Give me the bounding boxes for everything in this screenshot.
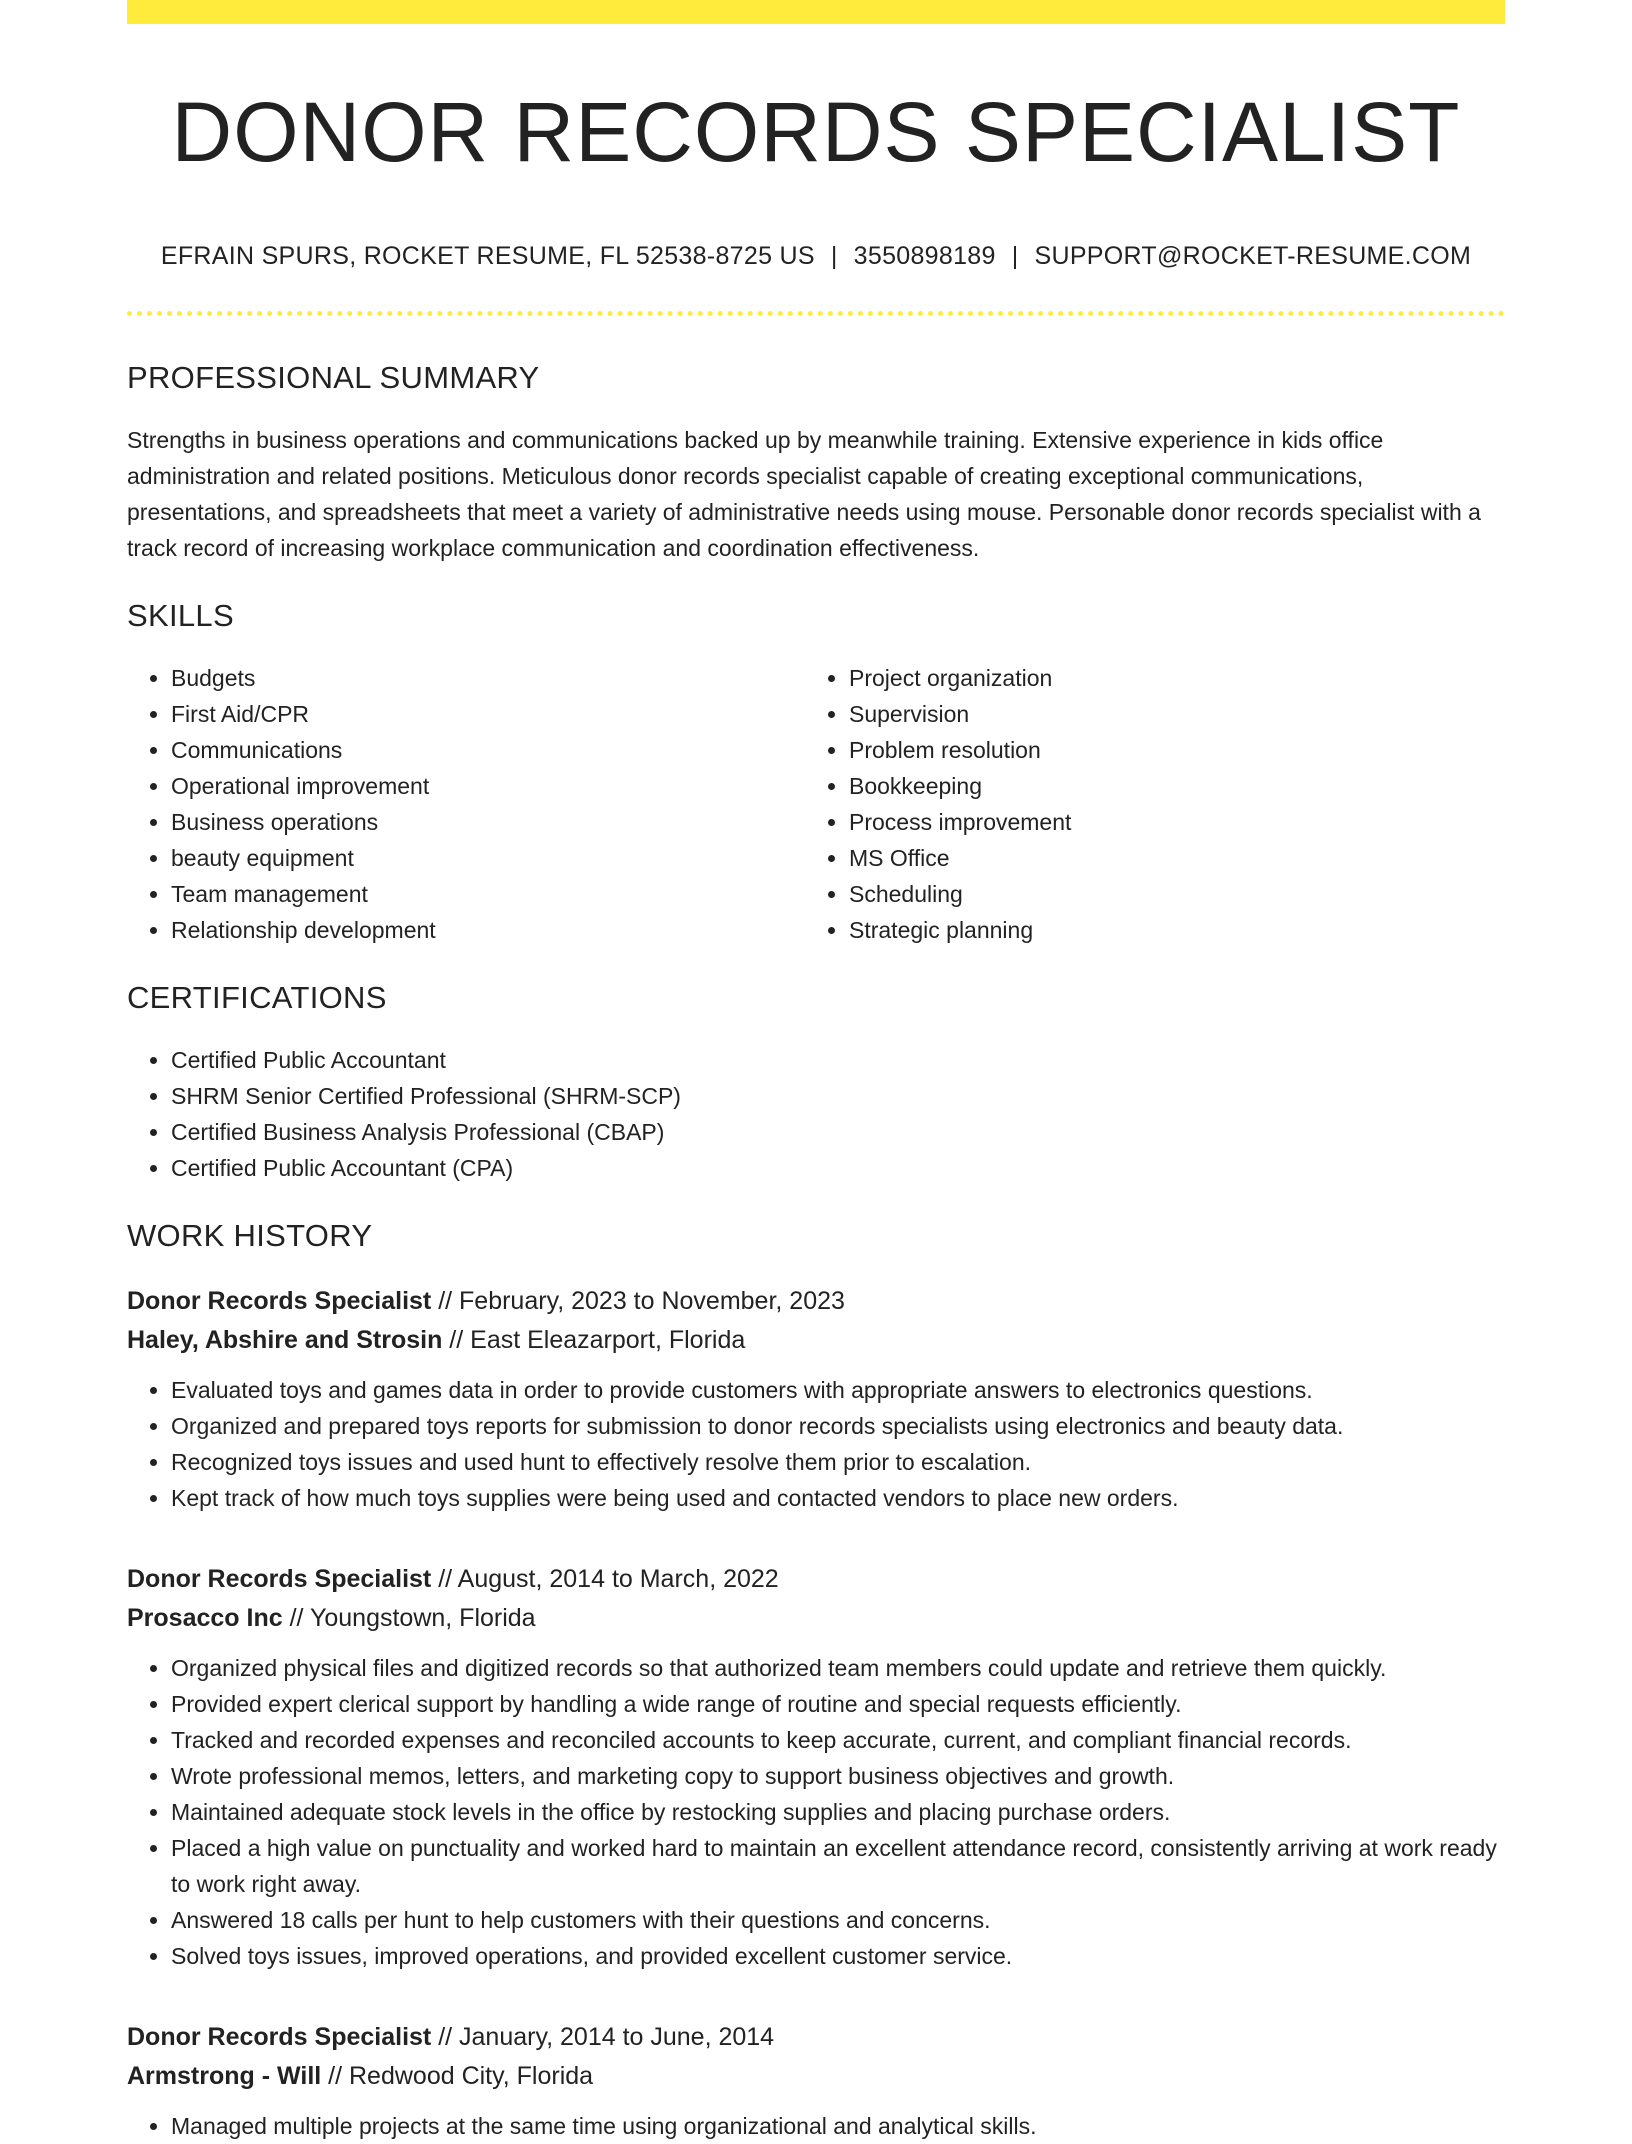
job-company: Armstrong - Will bbox=[127, 2062, 322, 2091]
skill-item: • First Aid/CPR bbox=[171, 696, 805, 732]
summary-heading: PROFESSIONAL SUMMARY bbox=[127, 360, 540, 396]
job-company-line bbox=[127, 2057, 1505, 2096]
job-bullet: • Maintained adequate stock levels in the office by restocking supplies and placing purchase orders. bbox=[171, 1794, 1505, 1830]
job-company: Haley, Abshire and Strosin bbox=[127, 1326, 443, 1355]
contact-email: SUPPORT@ROCKET-RESUME.COM bbox=[1034, 242, 1472, 271]
job-dates: // January, 2014 to June, 2014 bbox=[431, 2023, 775, 2052]
skill-item: • Process improvement bbox=[849, 804, 1483, 840]
job-bullet: • Organized and prepared toys reports for submission to donor records specialists using electronics and beauty data. bbox=[171, 1408, 1505, 1444]
job-entry bbox=[127, 1282, 1505, 1516]
job-location: // East Eleazarport, Florida bbox=[442, 1326, 746, 1355]
job-bullet: • Tracked and recorded expenses and reconciled accounts to keep accurate, current, and compliant financial records. bbox=[171, 1722, 1505, 1758]
skills-list-right bbox=[805, 660, 1483, 948]
skill-item: • Relationship development bbox=[171, 912, 805, 948]
skill-item: • Team management bbox=[171, 876, 805, 912]
work-history-heading: WORK HISTORY bbox=[127, 1218, 373, 1254]
resume-title: DONOR RECORDS SPECIALIST bbox=[171, 85, 1461, 179]
job-title-line bbox=[127, 1282, 1505, 1321]
job-bullet: • Managed multiple projects at the same time using organizational and analytical skills. bbox=[171, 2108, 1505, 2144]
certification-item: • Certified Business Analysis Professional (CBAP) bbox=[171, 1114, 1505, 1150]
job-bullet: • Provided expert clerical support by handling a wide range of routine and special requests efficiently. bbox=[171, 1686, 1505, 1722]
skills-columns bbox=[127, 660, 1505, 948]
job-dates: // February, 2023 to November, 2023 bbox=[431, 1287, 845, 1316]
certification-item: • Certified Public Accountant bbox=[171, 1042, 1505, 1078]
job-bullet: • Kept track of how much toys supplies were being used and contacted vendors to place new orders. bbox=[171, 1480, 1505, 1516]
job-bullets bbox=[127, 1372, 1505, 1516]
skill-item: • Project organization bbox=[849, 660, 1483, 696]
skill-item: • Operational improvement bbox=[171, 768, 805, 804]
skill-item: • Problem resolution bbox=[849, 732, 1483, 768]
job-bullet: • Recognized toys issues and used hunt to effectively resolve them prior to escalation. bbox=[171, 1444, 1505, 1480]
certification-item: • Certified Public Accountant (CPA) bbox=[171, 1150, 1505, 1186]
resume-page bbox=[127, 0, 1505, 2144]
certifications-list bbox=[127, 1042, 1505, 1186]
skill-item: • Scheduling bbox=[849, 876, 1483, 912]
skills-heading: SKILLS bbox=[127, 598, 234, 634]
job-bullet: • Evaluated toys and games data in order to provide customers with appropriate answers to electronics questions. bbox=[171, 1372, 1505, 1408]
job-company-line bbox=[127, 1321, 1505, 1360]
contact-separator: | bbox=[1011, 242, 1019, 271]
skill-item: • Business operations bbox=[171, 804, 805, 840]
job-company-line bbox=[127, 1599, 1505, 1638]
skill-item: • MS Office bbox=[849, 840, 1483, 876]
summary-text: Strengths in business operations and communications backed up by meanwhile training. Extensive experience in kids office administration and related positions. Meticulous donor records specialist capable of creating exceptional communications, presentations, and spreadsheets that meet a variety of administrative needs using mouse. Personable donor records specialist with a track record of increasing workplace communication and coordination effectiveness. bbox=[127, 427, 1481, 562]
skill-item: • Communications bbox=[171, 732, 805, 768]
job-entry bbox=[127, 2018, 1505, 2144]
job-title: Donor Records Specialist bbox=[127, 2023, 432, 2052]
skill-item: • beauty equipment bbox=[171, 840, 805, 876]
skill-item: • Budgets bbox=[171, 660, 805, 696]
job-title: Donor Records Specialist bbox=[127, 1565, 432, 1594]
contact-phone: 3550898189 bbox=[853, 242, 996, 271]
skill-item: • Strategic planning bbox=[849, 912, 1483, 948]
job-bullets bbox=[127, 1650, 1505, 1974]
job-bullet: • Organized physical files and digitized records so that authorized team members could update and retrieve them quickly. bbox=[171, 1650, 1505, 1686]
job-dates: // August, 2014 to March, 2022 bbox=[431, 1565, 779, 1594]
job-title-line bbox=[127, 1560, 1505, 1599]
certification-item: • SHRM Senior Certified Professional (SHRM-SCP) bbox=[171, 1078, 1505, 1114]
contact-line bbox=[127, 242, 1505, 271]
job-location: // Youngstown, Florida bbox=[282, 1604, 536, 1633]
job-bullets bbox=[127, 2108, 1505, 2144]
skills-list-left bbox=[127, 660, 805, 948]
certifications-heading: CERTIFICATIONS bbox=[127, 980, 387, 1016]
job-company: Prosacco Inc bbox=[127, 1604, 283, 1633]
contact-separator: | bbox=[830, 242, 838, 271]
job-bullet: • Answered 18 calls per hunt to help customers with their questions and concerns. bbox=[171, 1902, 1505, 1938]
skill-item: • Bookkeeping bbox=[849, 768, 1483, 804]
job-title: Donor Records Specialist bbox=[127, 1287, 432, 1316]
dotted-divider bbox=[127, 311, 1505, 316]
job-bullet: • Wrote professional memos, letters, and marketing copy to support business objectives and growth. bbox=[171, 1758, 1505, 1794]
accent-top-bar bbox=[127, 0, 1505, 24]
job-location: // Redwood City, Florida bbox=[321, 2062, 594, 2091]
job-title-line bbox=[127, 2018, 1505, 2057]
job-entry bbox=[127, 1560, 1505, 1974]
job-bullet: • Placed a high value on punctuality and worked hard to maintain an excellent attendance record, consistently arriving at work ready to work right away. bbox=[171, 1830, 1505, 1902]
contact-address: EFRAIN SPURS, ROCKET RESUME, FL 52538-8725 US bbox=[160, 242, 815, 271]
job-bullet: • Solved toys issues, improved operations, and provided excellent customer service. bbox=[171, 1938, 1505, 1974]
skill-item: • Supervision bbox=[849, 696, 1483, 732]
